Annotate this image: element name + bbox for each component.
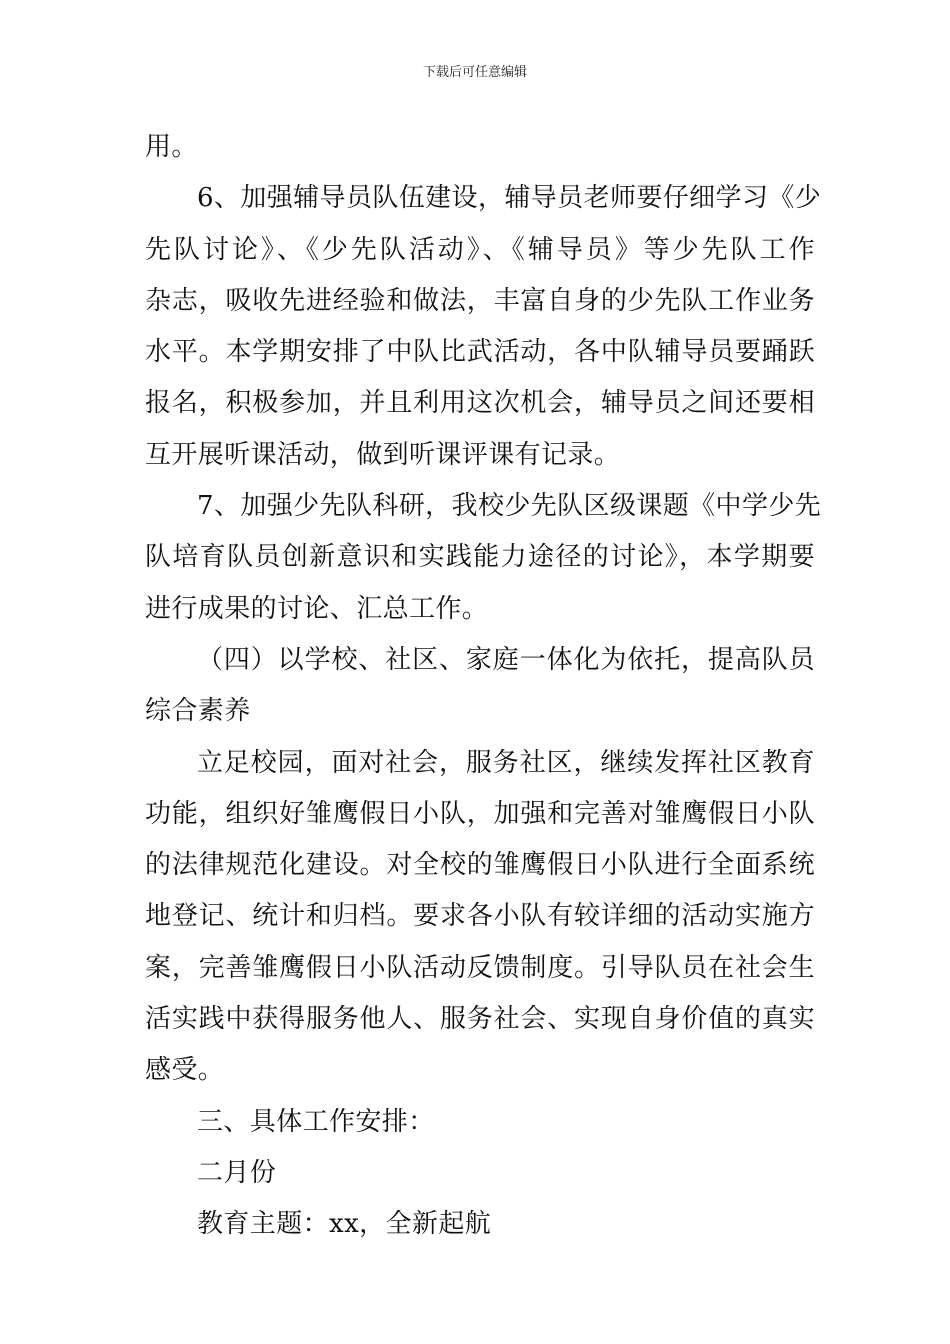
text-line: 水平。本学期安排了中队比武活动，各中队辅导员要踊跃: [145, 337, 815, 368]
text-line: 互开展听课活动，做到听课评课有记录。: [145, 439, 621, 470]
text-line: 队培育队员创新意识和实践能力途径的讨论》，本学期要: [145, 542, 815, 573]
text-line: 感受。: [145, 1055, 225, 1086]
text-line: （四）以学校、社区、家庭一体化为依托，提高队员: [197, 644, 815, 675]
text-line: 7、加强少先队科研，我校少先队区级课题《中学少先: [197, 491, 822, 522]
text-line: 报名，积极参加，并且利用这次机会，辅导员之间还要相: [145, 388, 815, 419]
text-line: 用。: [145, 132, 198, 162]
text-line: 三、具体工作安排：: [197, 1106, 435, 1137]
text-line: 综合素养: [145, 696, 251, 727]
text-line: 先队讨论》、《少先队活动》、《辅导员》等少先队工作: [145, 234, 815, 265]
text-line: 的法律规范化建设。对全校的雏鹰假日小队进行全面系统: [145, 850, 815, 881]
text-line: 地登记、统计和归档。要求各小队有较详细的活动实施方: [145, 901, 815, 932]
text-line: 杂志，吸收先进经验和做法，丰富自身的少先队工作业务: [145, 285, 815, 316]
page-header-note: 下载后可任意编辑: [422, 65, 527, 80]
text-line: 6、加强辅导员队伍建设，辅导员老师要仔细学习《少: [197, 183, 822, 214]
text-line: 立足校园，面对社会，服务社区，继续发挥社区教育: [197, 747, 815, 778]
text-line: 功能，组织好雏鹰假日小队，加强和完善对雏鹰假日小队: [145, 798, 815, 829]
text-line: 教育主题：xx，全新起航: [197, 1209, 492, 1240]
text-line: 案，完善雏鹰假日小队活动反馈制度。引导队员在社会生: [145, 952, 815, 983]
text-line: 二月份: [197, 1157, 277, 1188]
text-line: 活实践中获得服务他人、服务社会、实现自身价值的真实: [145, 1004, 815, 1035]
document-body: [145, 122, 822, 1251]
text-line: 进行成果的讨论、汇总工作。: [145, 593, 489, 624]
